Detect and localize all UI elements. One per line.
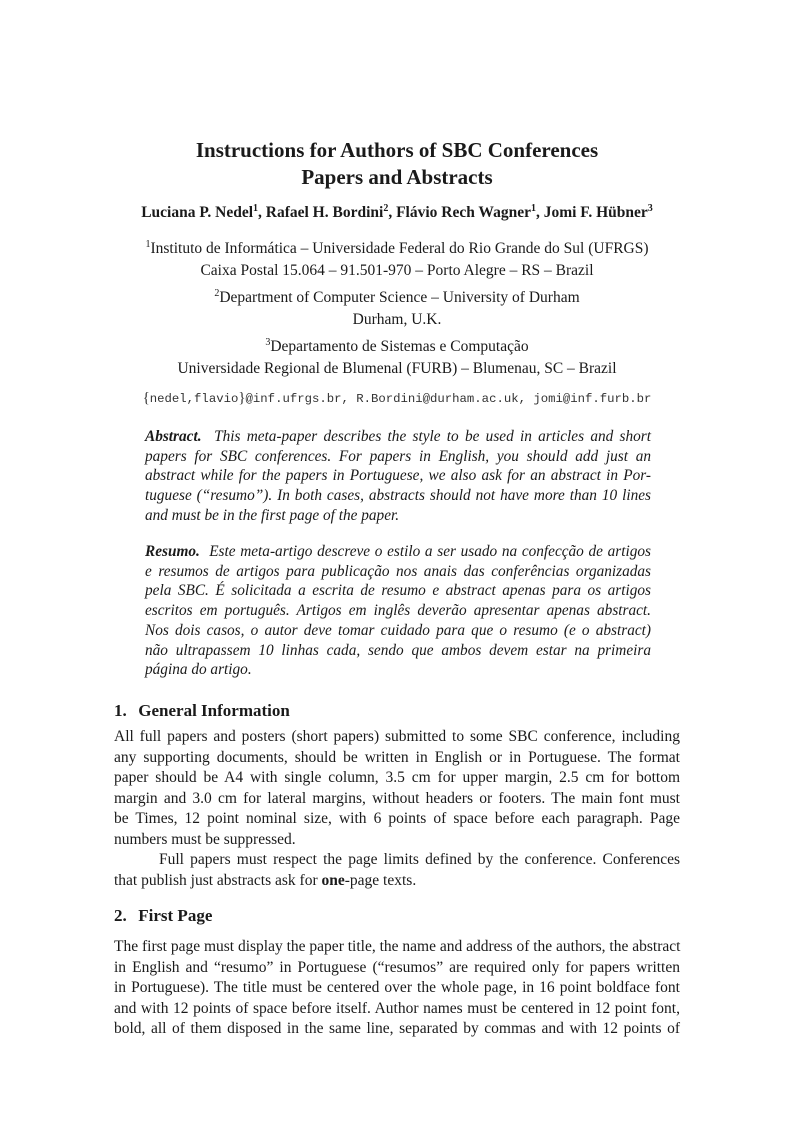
paragraph [114,850,680,891]
abstract-line: and must be in the first page of the paper. [145,506,400,524]
resumo-block [145,542,651,680]
section-heading-first-page [114,905,212,927]
author-name: Luciana P. Nedel [141,204,254,221]
author-name: Jomi F. Hübner [543,204,648,221]
affiliation-3 [0,336,794,380]
abstract-keyword: Abstract. [145,428,202,445]
paragraph-line: All full papers and posters (short papers) submitted to some SBC conference, including [114,728,680,745]
author-name: Flávio Rech Wagner [396,204,531,221]
paper-title [0,137,794,191]
resumo-line: Nos dois casos, o autor deve tomar cuidado para que o resumo (e o abstract) [145,621,651,639]
paragraph-line: any supporting documents, should be written in English or in Portuguese. The format [114,748,680,766]
emphasis-text: one [321,871,345,889]
affiliation-mark: 2 [214,288,220,299]
email-brace-open: { [142,390,150,406]
author-separator: , [535,204,544,221]
resumo-keyword: Resumo. [145,543,200,560]
section-number: 2. [114,906,127,925]
paragraph [114,727,680,850]
resumo-line: e resumos de artigos para publicação nos anais das conferências organizadas [145,562,651,580]
affiliation-line: Department of Computer Science – University of Durham [219,289,580,306]
paragraph-line: margin and 3.0 cm for lateral margins, without headers or footers. The main font must [114,789,680,807]
resumo-line: pela SBC. É solicitada a escrita de resumo e abstract apenas para os artigos [145,582,651,600]
author-affil-mark: 3 [647,203,653,214]
paragraph-line: Full papers must respect the page limits defined by the conference. Conferences [159,851,680,868]
author-separator: , [388,204,397,221]
email-rest: @inf.ufrgs.br, R.Bordini@durham.ac.uk, jomi@inf.furb.br [245,392,652,406]
author-list [0,203,794,223]
affiliation-line: Durham, U.K. [352,311,442,328]
paragraph-line: paper should be A4 with single column, 3.5 cm for upper margin, 2.5 cm for bottom [114,769,680,786]
abstract-line: abstract while for the papers in Portuguese, we also ask for an abstract in Por- [145,467,651,485]
author-separator: , [258,204,266,221]
affiliation-line: Departamento de Sistemas e Computação [270,338,529,355]
abstract-line: tuguese (“resumo”). In both cases, abstracts should not have more than 10 lines [145,487,651,505]
email-group: nedel,flavio [149,392,239,406]
abstract-line: This meta-paper describes the style to be used in articles and short [214,428,651,445]
resumo-line: Este meta-artigo descreve o estilo a ser usado na confecção de artigos [209,543,651,560]
title-line-1: Instructions for Authors of SBC Conferences [195,138,599,162]
paragraph-line: and with 12 points of space before itself. Author names must be centered in 12 point font, [114,999,680,1017]
section-heading-general-information [114,700,290,722]
paragraph-line: The first page must display the paper title, the name and address of the authors, the abstract [114,938,681,955]
paragraph [114,937,680,1040]
author-name: Rafael H. Bordini [265,204,384,221]
section-number: 1. [114,701,127,720]
paragraph-line: bold, all of them disposed in the same line, separated by commas and with 12 points of [114,1020,680,1037]
email-brace-close: } [238,390,246,406]
affiliation-line: Instituto de Informática – Universidade Federal do Rio Grande do Sul (UFRGS) [150,240,649,257]
author-affil-mark: 2 [383,203,389,214]
affiliation-2 [0,287,794,331]
paragraph-line [114,871,680,892]
author-emails [0,388,794,409]
title-line-2: Papers and Abstracts [301,165,493,189]
paragraph-text: -page texts. [344,871,417,889]
author-affil-mark: 1 [530,203,536,214]
affiliation-mark: 3 [265,337,271,348]
section-title: First Page [138,906,213,925]
author-affil-mark: 1 [253,203,259,214]
affiliation-line: Caixa Postal 15.064 – 91.501-970 – Porto Alegre – RS – Brazil [200,262,594,279]
resumo-line: não ultrapassem 10 linhas cada, sendo que ambos devem estar na primeira [145,641,651,659]
paragraph-line: numbers must be suppressed. [114,830,296,848]
abstract-line: papers for SBC conferences. For papers in English, you should add just an [145,447,651,465]
resumo-line: página do artigo. [145,661,252,679]
affiliation-mark: 1 [145,239,151,250]
resumo-line: escritos em português. Artigos em inglês deverão apresentar apenas abstract. [145,602,651,620]
section-title: General Information [138,701,290,720]
paragraph-line: in Portuguese). The title must be centered over the whole page, in 16 point boldface font [114,979,680,996]
paragraph-text: that publish just abstracts ask for [114,871,322,889]
affiliation-line: Universidade Regional de Blumenal (FURB) – Blumenau, SC – Brazil [177,360,617,377]
affiliation-1 [0,238,794,282]
paragraph-line: in English and “resumo” in Portuguese (“resumos” are required only for papers written [114,958,680,976]
paragraph-line: be Times, 12 point nominal size, with 6 points of space before each paragraph. Page [114,810,680,827]
abstract-block [145,427,651,526]
